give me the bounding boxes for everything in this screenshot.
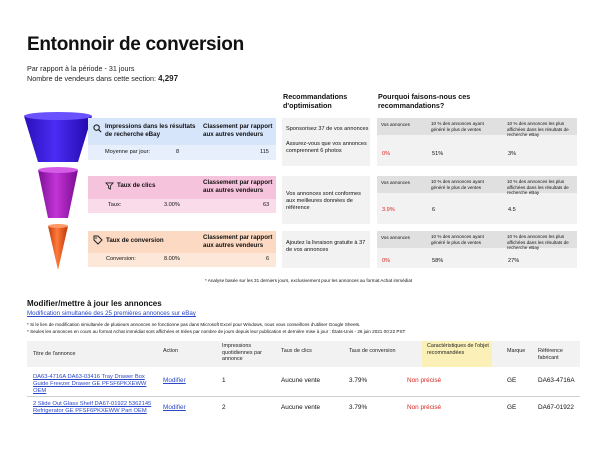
why-header: Vos annonces bbox=[381, 122, 410, 127]
stage-value: 8 bbox=[176, 149, 180, 155]
stage-band-conversion bbox=[88, 231, 276, 267]
why-value-yours: 0% bbox=[382, 151, 391, 157]
column-header-title: Titre de l'annonce bbox=[33, 351, 76, 357]
stage-name: Impressions dans les résultats de recherche eBay bbox=[105, 123, 196, 138]
column-header-impressions: Impressions quotidiennes par annonce bbox=[222, 343, 262, 363]
rank-label: Classement par rapport aux autres vendeurs bbox=[203, 123, 273, 138]
recommendations-heading: Recommandations d'optimisation bbox=[283, 92, 348, 110]
edit-listing-link[interactable]: Modifier bbox=[163, 377, 186, 384]
listing-conversion: 3.79% bbox=[349, 404, 368, 411]
recommendation-text: Sponsorisez 37 de vos annonces bbox=[286, 126, 369, 132]
listing-title-link[interactable]: DA63-4716A DA63-03416 Tray Drawer Box Guide Freezer Drawer GE PFSF6PKXEWW OEM bbox=[33, 374, 147, 394]
stage-value: 3.00% bbox=[164, 202, 180, 208]
funnel-stage-clicks bbox=[38, 167, 78, 218]
recommendation-box-impressions bbox=[282, 118, 370, 166]
listing-brand: GE bbox=[507, 404, 517, 411]
value-label: Taux: bbox=[108, 202, 122, 208]
sellers-label: Nombre de vendeurs dans cette section: bbox=[27, 74, 157, 83]
stage-rank: 63 bbox=[263, 202, 270, 208]
period-label: Par rapport à la période - 31 jours bbox=[27, 64, 135, 73]
why-heading: Pourquoi faisons-nous ces recommandations? bbox=[378, 92, 471, 110]
why-box-conversion bbox=[377, 231, 577, 268]
value-label: Moyenne par jour: bbox=[105, 149, 151, 155]
column-header-action: Action bbox=[163, 348, 178, 354]
stage-value: 8.00% bbox=[164, 256, 180, 262]
column-header-brand: Marque bbox=[507, 348, 526, 354]
listing-specifics: Non précisé bbox=[407, 404, 442, 411]
analysis-footnote: * Analyse basée sur les 31 derniers jours, exclusivement pour les annonces au format Achat immédiat bbox=[205, 278, 413, 283]
why-value-top-views: 27% bbox=[508, 258, 520, 264]
filter-icon bbox=[105, 182, 114, 190]
why-header: 10 % des annonces ayant généré le plus de ventes bbox=[431, 121, 484, 132]
why-value-top-sales: 58% bbox=[432, 258, 444, 264]
rank-label: Classement par rapport aux autres vendeurs bbox=[203, 179, 273, 194]
recommendation-text: Ajoutez la livraison gratuite à 37 de vos annonces bbox=[286, 240, 366, 253]
modify-section-title: Modifier/mettre à jour les annonces bbox=[27, 299, 162, 308]
edit-listing-link[interactable]: Modifier bbox=[163, 404, 186, 411]
stage-name: Taux de clics bbox=[117, 182, 156, 189]
listing-mpn: DA63-4716A bbox=[538, 377, 575, 384]
table-row bbox=[27, 399, 580, 421]
listing-mpn: DA67-01922 bbox=[538, 404, 574, 411]
why-value-top-sales: 6 bbox=[432, 207, 436, 213]
why-header: 10 % des annonces ayant généré le plus de ventes bbox=[431, 179, 484, 190]
stage-band-impressions bbox=[88, 118, 276, 160]
modify-note-sorting: * Seules les annonces en cours au format Achat immédiat sont affichées et triées par nombre de jours depuis leur publication et dernière mise à jour : États-Unis - 26 juin 2021 00:22 PST bbox=[27, 329, 406, 334]
column-header-ctr: Taux de clics bbox=[281, 348, 312, 354]
row-divider bbox=[27, 396, 580, 397]
page-title: Entonnoir de conversion bbox=[27, 34, 244, 55]
funnel-stage-conversion bbox=[48, 224, 68, 270]
stage-band-clicks bbox=[88, 176, 276, 213]
column-header-conversion: Taux de conversion bbox=[349, 348, 396, 354]
listing-conversion: 3.79% bbox=[349, 377, 368, 384]
why-header: 10 % des annonces les plus affichées dans les résultats de recherche eBay bbox=[507, 121, 569, 138]
listing-ctr: Aucune vente bbox=[281, 377, 321, 384]
listing-impressions: 1 bbox=[222, 377, 226, 384]
why-box-impressions bbox=[377, 118, 577, 166]
listing-impressions: 2 bbox=[222, 404, 226, 411]
stage-rank: 115 bbox=[260, 149, 269, 155]
table-row bbox=[27, 372, 580, 394]
why-value-top-views: 3% bbox=[508, 151, 517, 157]
value-label: Conversion: bbox=[106, 256, 136, 262]
stage-name: Taux de conversion bbox=[106, 237, 164, 244]
stage-rank: 6 bbox=[266, 256, 270, 262]
why-header: Vos annonces bbox=[381, 180, 410, 185]
column-header-mpn: Référence fabricant bbox=[538, 348, 563, 361]
listings-table-header bbox=[27, 341, 580, 367]
modify-note-excel: * Si le lien de modification simultanée de plusieurs annonces ne fonctionne pas dans Microsoft Excel pour Windows, nous vous conseillons d'utiliser Google Sheets. bbox=[27, 322, 361, 327]
why-header: 10 % des annonces les plus affichées dans les résultats de recherche eBay bbox=[507, 179, 569, 196]
sellers-count: 4,297 bbox=[158, 74, 179, 83]
rank-label: Classement par rapport aux autres vendeurs bbox=[203, 234, 273, 249]
why-value-top-sales: 51% bbox=[432, 151, 444, 157]
why-value-top-views: 4.5 bbox=[508, 207, 516, 213]
why-value-yours: 0% bbox=[382, 258, 391, 264]
recommendation-text: Assurez-vous que vos annonces comprennent 6 photos bbox=[286, 141, 367, 154]
column-header-specifics: Caractéristiques de l'objet recommandées bbox=[427, 343, 489, 356]
bulk-edit-link[interactable]: Modification simultanée des 25 premières annonces sur eBay bbox=[27, 310, 196, 317]
why-header: 10 % des annonces les plus affichées dans les résultats de recherche eBay bbox=[507, 234, 569, 251]
why-header: Vos annonces bbox=[381, 235, 410, 240]
search-icon bbox=[93, 124, 102, 133]
listing-title-link[interactable]: 2 Slide Out Glass Shelf DA67-01922 5362145 Refrigerator GE PFSF6PKXEWW Part OEM bbox=[33, 401, 152, 414]
recommendation-box-clicks bbox=[282, 176, 370, 224]
recommendation-box-conversion bbox=[282, 231, 370, 268]
listing-brand: GE bbox=[507, 377, 517, 384]
tag-icon bbox=[93, 235, 103, 245]
sellers-count-line bbox=[27, 74, 178, 83]
recommendation-text: Vos annonces sont conformes aux meilleures données de référence bbox=[286, 191, 361, 211]
why-value-yours: 3.9% bbox=[382, 207, 395, 213]
listing-ctr: Aucune vente bbox=[281, 404, 321, 411]
why-header: 10 % des annonces ayant généré le plus de ventes bbox=[431, 234, 484, 245]
why-box-clicks bbox=[377, 176, 577, 224]
listing-specifics: Non précisé bbox=[407, 377, 442, 384]
funnel-stage-impressions bbox=[24, 112, 92, 162]
